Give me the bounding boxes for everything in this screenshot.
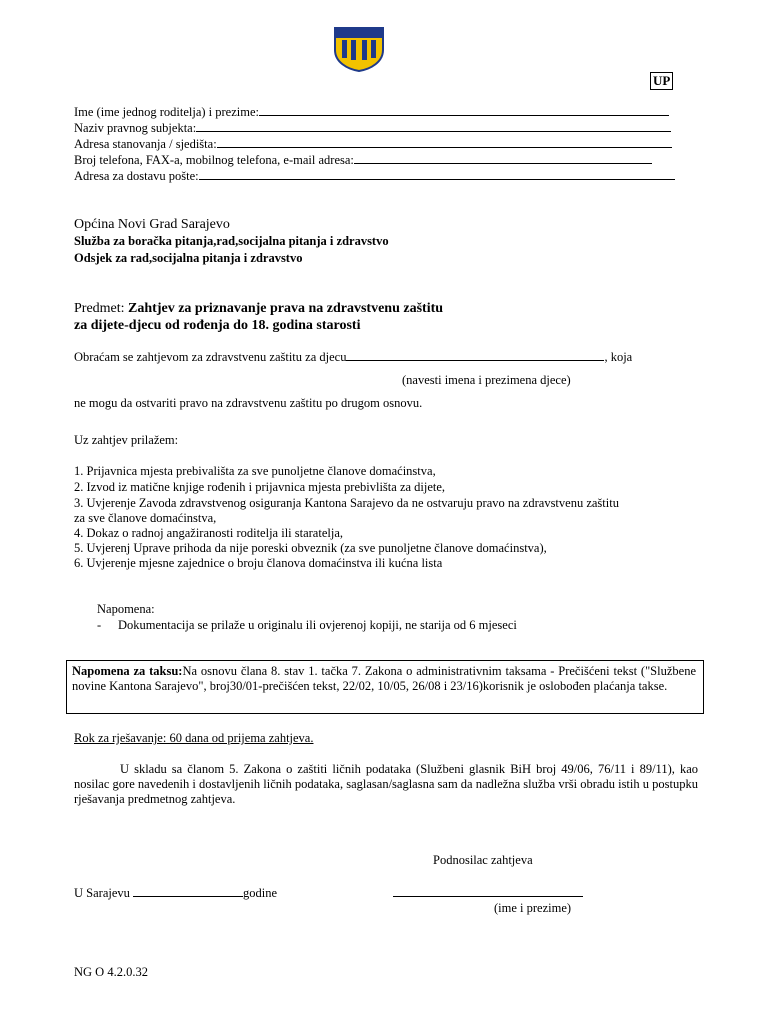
document-code: NG O 4.2.0.32 <box>74 965 148 979</box>
field-label: Adresa stanovanja / sjedišta: <box>74 137 217 151</box>
attachments-intro: Uz zahtjev prilažem: <box>74 433 179 447</box>
attachment-item: 1. Prijavnica mjesta prebivališta za sve punoljetne članove domaćinstva, <box>74 464 436 478</box>
field-line[interactable] <box>199 168 675 180</box>
place-text: U Sarajevu <box>74 886 130 900</box>
subject-line1 <box>74 301 443 316</box>
fee-note-body: Na osnovu člana 8. stav 1. tačka 7. Zakona o administrativnim taksama - Prečišćeni tekst ("Službene novine Kantona Sarajevo", broj30/01-prečišćen tekst, 22/02, 10/05, 26/08 i 23/16)korisnik je oslobođen plaćanja takse. <box>72 664 697 693</box>
note-item: Dokumentacija se prilaže u originalu ili ovjerenoj kopiji, ne starija od 6 mjeseci <box>118 618 517 632</box>
fee-note-box <box>66 660 704 714</box>
field-line[interactable] <box>196 120 671 132</box>
fee-note-text <box>72 664 696 694</box>
field-contact[interactable] <box>74 152 652 168</box>
request-end: , koja <box>604 350 633 364</box>
attachment-item: 4. Dokaz o radnoj angažiranosti roditelja ili staratelja, <box>74 526 344 540</box>
request-line <box>74 349 632 365</box>
field-label: Ime (ime jednog roditelja) i prezime: <box>74 105 259 119</box>
field-label: Naziv pravnog subjekta: <box>74 121 197 135</box>
children-names-hint: (navesti imena i prezimena djece) <box>402 373 571 387</box>
note-dash: - <box>97 618 102 632</box>
request-continuation: ne mogu da ostvariti pravo na zdravstvenu zaštitu po drugom osnovu. <box>74 396 423 410</box>
request-text: Obraćam se zahtjevom za zdravstvenu zaštitu za djecu <box>74 350 347 364</box>
field-mail-address[interactable] <box>74 168 675 184</box>
place-date-line <box>74 885 277 901</box>
recipient-line2: Služba za boračka pitanja,rad,socijalna pitanja i zdravstvo <box>74 234 389 248</box>
attachment-item-continued: za sve članove domaćinstva, <box>74 511 217 525</box>
attachment-item: 5. Uvjerenj Uprave prihoda da nije poreski obveznik (za sve punoljetne članove domaćinstva), <box>74 541 547 555</box>
subject-line2: za dijete-djecu od rođenja do 18. godina starosti <box>74 318 361 333</box>
date-suffix: godine <box>243 886 278 900</box>
field-legal-entity[interactable] <box>74 120 671 136</box>
attachment-item: 2. Izvod iz matične knjige rođenih i prijavnica mjesta prebivlišta za dijete, <box>74 480 446 494</box>
attachment-item: 3. Uvjerenje Zavoda zdravstvenog osiguranja Kantona Sarajevo da ne ostvaruju pravo na zdravstvenu zaštitu <box>74 496 619 510</box>
municipality-crest-logo <box>333 26 385 72</box>
children-names-field[interactable] <box>346 349 604 361</box>
fee-note-title: Napomena za taksu: <box>72 664 183 678</box>
field-label: Broj telefona, FAX-a, mobilnog telefona, e-mail adresa: <box>74 153 354 167</box>
subject-prefix: Predmet: <box>74 301 125 316</box>
field-label: Adresa za dostavu pošte: <box>74 169 199 183</box>
up-mark: UP <box>650 72 673 90</box>
date-field[interactable] <box>133 885 243 897</box>
subject-title: Zahtjev za priznavanje prava na zdravstvenu zaštitu <box>128 301 444 316</box>
signature-name-hint: (ime i prezime) <box>494 901 572 915</box>
field-address[interactable] <box>74 136 672 152</box>
deadline-text: Rok za rješavanje: 60 dana od prijema zahtjeva. <box>74 731 314 745</box>
recipient-line1: Općina Novi Grad Sarajevo <box>74 217 230 232</box>
signature-line[interactable] <box>393 885 583 897</box>
privacy-paragraph: U skladu sa članom 5. Zakona o zaštiti ličnih podataka (Službeni glasnik BiH broj 49/06, 76/11 i 89/11), kao nosilac gore navedenih i dostavljenih ličnih podataka, saglasan/saglasna sam da nadležna služba vrši obradu istih u postupku rješavanja predmetnog zahtjeva. <box>74 762 698 806</box>
attachment-item: 6. Uvjerenje mjesne zajednice o broju članova domaćinstva ili kućna lista <box>74 556 443 570</box>
note-title: Napomena: <box>97 602 155 616</box>
field-line[interactable] <box>217 136 672 148</box>
field-applicant-name[interactable] <box>74 104 669 120</box>
field-line[interactable] <box>259 104 669 116</box>
recipient-line3: Odsjek za rad,socijalna pitanja i zdravstvo <box>74 251 303 265</box>
applicant-signature-label: Podnosilac zahtjeva <box>433 853 533 867</box>
field-line[interactable] <box>354 152 652 164</box>
